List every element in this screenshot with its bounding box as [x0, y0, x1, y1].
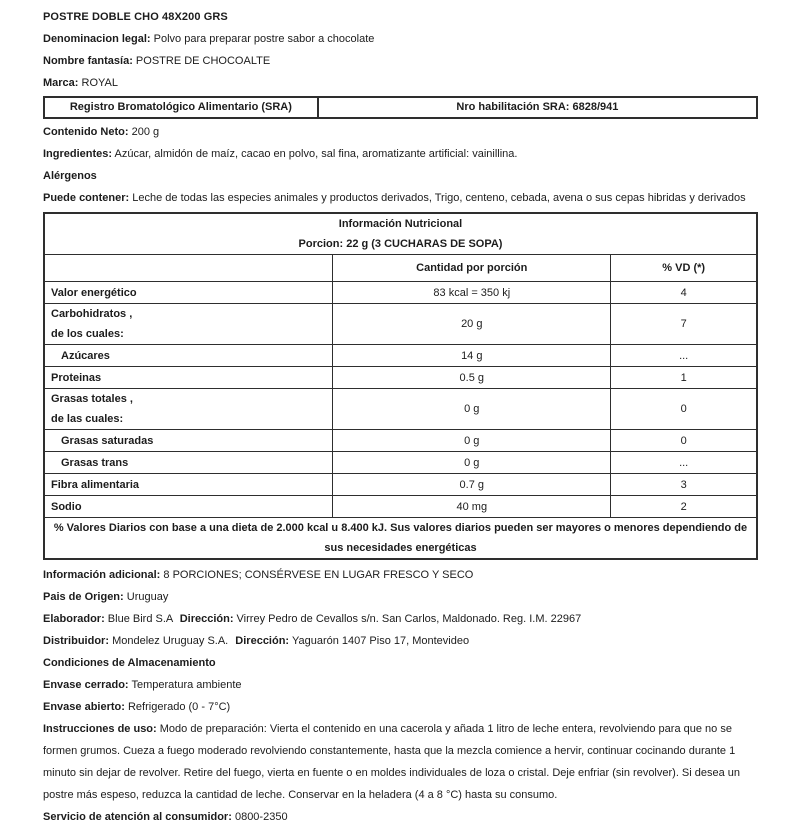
field-value: Azúcar, almidón de maíz, cacao en polvo, sal fina, aromatizante artificial: vainillina. [114, 148, 518, 160]
field-label-direccion: Dirección: [235, 635, 290, 647]
field-value: Temperatura ambiente [131, 679, 242, 691]
nutrient-vd: 0 [611, 430, 757, 452]
heading-label: Alérgenos [43, 170, 97, 182]
nutrient-label: Grasas totales , de las cuales: [44, 389, 333, 430]
field-label: Puede contener: [43, 192, 130, 204]
field-nombre-fantasia [43, 50, 758, 72]
nutrition-header-vd: % VD (*) [611, 255, 757, 282]
field-value-direccion: Yaguarón 1407 Piso 17, Montevideo [291, 635, 470, 647]
nutrient-label: Grasas saturadas [44, 430, 333, 452]
nutrient-amount: 83 kcal = 350 kj [333, 282, 611, 304]
field-value: Polvo para preparar postre sabor a chocolate [153, 33, 375, 45]
heading-alergenos [43, 165, 758, 187]
field-servicio-atencion [43, 806, 758, 828]
field-value: Refrigerado (0 - 7°C) [127, 701, 231, 713]
field-label: Distribuidor: [43, 635, 109, 647]
field-envase-abierto [43, 696, 758, 718]
field-label: Marca: [43, 77, 79, 89]
field-value: Blue Bird S.A [107, 613, 173, 625]
field-label: Denominacion legal: [43, 33, 151, 45]
nutrient-label: Proteinas [44, 367, 333, 389]
field-value: Leche de todas las especies animales y productos derivados, Trigo, centeno, cebada, avena o sus cepas hibridas y derivados [132, 192, 746, 204]
field-value: POSTRE DE CHOCOALTE [135, 55, 271, 67]
heading-condiciones-almacenamiento [43, 652, 758, 674]
nutrient-label: Valor energético [44, 282, 333, 304]
nutrient-vd: 7 [611, 304, 757, 345]
nutrition-footnote-row [44, 518, 757, 560]
field-value: ROYAL [81, 77, 119, 89]
nutrient-vd: 0 [611, 389, 757, 430]
nutrient-label: Sodio [44, 496, 333, 518]
field-contenido-neto [43, 121, 758, 143]
nutrition-header-amount: Cantidad por porción [333, 255, 611, 282]
heading-label: Condiciones de Almacenamiento [43, 657, 216, 669]
nutrient-vd: 1 [611, 367, 757, 389]
field-puede-contener [43, 187, 758, 209]
field-label: Ingredientes: [43, 148, 113, 160]
field-elaborador [43, 608, 758, 630]
registry-table [43, 96, 758, 119]
nutrient-amount: 0 g [333, 452, 611, 474]
field-denominacion-legal [43, 28, 758, 50]
page-title: POSTRE DOBLE CHO 48X200 GRS [43, 11, 228, 23]
nutrient-label: Grasas trans [44, 452, 333, 474]
nutrient-amount: 20 g [333, 304, 611, 345]
nutrient-amount: 0.5 g [333, 367, 611, 389]
nutrition-row-azucares [44, 345, 757, 367]
field-pais-origen [43, 586, 758, 608]
field-label: Elaborador: [43, 613, 105, 625]
nutrition-footnote: % Valores Diarios con base a una dieta de 2.000 kcal u 8.400 kJ. Sus valores diarios pueden ser mayores o menores dependiendo de sus necesidades energéticas [44, 518, 757, 560]
field-value: Modo de preparación: Vierta el contenido en una cacerola y añada 1 litro de leche entera, revolviendo para que no se formen grumos. Cueza a fuego moderado revolviendo constantemente, hasta que la mezcla comience a hervir, continuar cocinando durante 1 minuto sin dejar de revolver. Retire del fuego, vierta en fuente o en moldes individuales de loza o cristal. Deje enfriar (sin revolver). Si desea un postre más espeso, reduzca la cantidad de leche. Conservar en la heladera (4 a 8 °C) hasta su consumo. [43, 723, 741, 801]
nutrient-vd: 3 [611, 474, 757, 496]
nutrient-amount: 0 g [333, 430, 611, 452]
nutrient-label: Carbohidratos , de los cuales: [44, 304, 333, 345]
nutrition-portion: Porcion: 22 g (3 CUCHARAS DE SOPA) [298, 238, 503, 250]
field-label-direccion: Dirección: [179, 613, 234, 625]
field-envase-cerrado [43, 674, 758, 696]
field-value: 8 PORCIONES; CONSÉRVESE EN LUGAR FRESCO Y SECO [163, 569, 474, 581]
field-label: Información adicional: [43, 569, 161, 581]
registry-name-cell: Registro Bromatológico Alimentario (SRA) [44, 97, 318, 118]
registry-number-cell: Nro habilitación SRA: 6828/941 [318, 97, 757, 118]
nutrition-header-row [44, 255, 757, 282]
field-value-direccion: Virrey Pedro de Cevallos s/n. San Carlos, Maldonado. Reg. I.M. 22967 [236, 613, 582, 625]
nutrient-amount: 14 g [333, 345, 611, 367]
nutrient-vd: ... [611, 452, 757, 474]
nutrition-row-proteinas [44, 367, 757, 389]
nutrient-vd: 2 [611, 496, 757, 518]
field-label: Instrucciones de uso: [43, 723, 157, 735]
nutrition-row-valor-energetico [44, 282, 757, 304]
nutrient-amount: 0.7 g [333, 474, 611, 496]
nutrition-facts-table [43, 212, 758, 560]
nutrition-row-grasas-trans [44, 452, 757, 474]
field-label: Nombre fantasía: [43, 55, 133, 67]
nutrition-row-fibra [44, 474, 757, 496]
field-value: Mondelez Uruguay S.A. [112, 635, 229, 647]
field-label: Pais de Origen: [43, 591, 124, 603]
field-value: 0800-2350 [234, 811, 288, 823]
nutrition-header-empty [44, 255, 333, 282]
nutrition-title-row [44, 213, 757, 255]
nutrition-row-grasas-saturadas [44, 430, 757, 452]
nutrient-amount: 40 mg [333, 496, 611, 518]
field-label: Envase abierto: [43, 701, 125, 713]
field-distribuidor [43, 630, 758, 652]
nutrient-label: Azúcares [44, 345, 333, 367]
field-value: Uruguay [126, 591, 169, 603]
nutrition-title-cell [44, 213, 757, 255]
nutrient-amount: 0 g [333, 389, 611, 430]
field-instrucciones-uso [43, 718, 758, 806]
field-label: Servicio de atención al consumidor: [43, 811, 232, 823]
nutrient-label: Fibra alimentaria [44, 474, 333, 496]
field-label: Contenido Neto: [43, 126, 129, 138]
nutrition-row-sodio [44, 496, 757, 518]
nutrition-row-grasas-totales [44, 389, 757, 430]
field-label: Envase cerrado: [43, 679, 129, 691]
field-ingredientes [43, 143, 758, 165]
field-informacion-adicional [43, 564, 758, 586]
nutrition-row-carbohidratos [44, 304, 757, 345]
nutrition-title: Información Nutricional [338, 218, 463, 230]
field-marca [43, 72, 758, 94]
registry-row [44, 97, 757, 118]
nutrient-vd: ... [611, 345, 757, 367]
field-value: 200 g [131, 126, 160, 138]
nutrient-vd: 4 [611, 282, 757, 304]
